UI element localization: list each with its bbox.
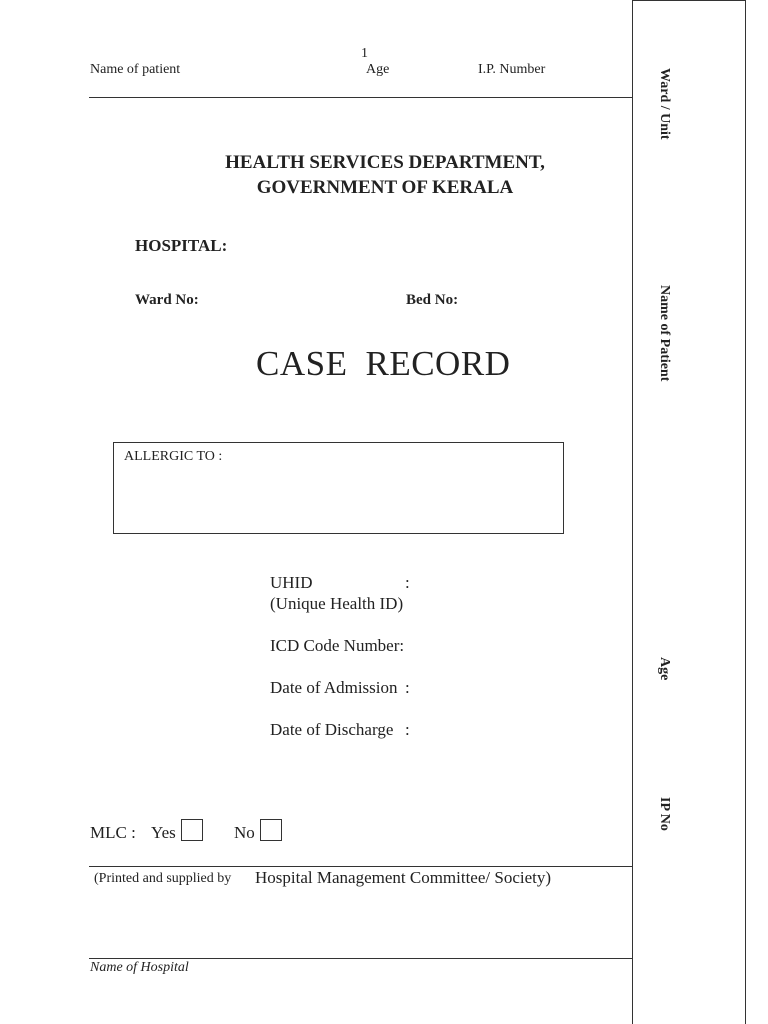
- header-age: Age: [366, 62, 390, 77]
- footer-divider: [89, 866, 632, 867]
- mlc-no-label: No: [234, 823, 255, 842]
- printed-by-label: (Printed and supplied by: [94, 871, 232, 886]
- side-name-of-patient: Name of Patient: [657, 285, 672, 382]
- title-word-1: CASE: [256, 344, 348, 383]
- allergy-label: ALLERGIC TO :: [124, 449, 223, 464]
- side-age: Age: [657, 657, 672, 681]
- title-word-2: RECORD: [365, 344, 511, 383]
- admission-date-label: Date of Admission: [270, 678, 398, 697]
- committee-label: Hospital Management Committee/ Society): [255, 868, 552, 887]
- admission-colon: :: [405, 678, 410, 697]
- discharge-colon: :: [405, 720, 410, 739]
- header-name-of-patient: Name of patient: [90, 62, 181, 77]
- header-ip-number: I.P. Number: [478, 62, 546, 77]
- uhid-label: UHID: [270, 573, 313, 592]
- hospital-label: HOSPITAL:: [135, 236, 228, 255]
- department-line-1: HEALTH SERVICES DEPARTMENT,: [225, 152, 545, 173]
- bed-no-label: Bed No:: [406, 292, 459, 308]
- icd-code-label: ICD Code Number:: [270, 636, 405, 655]
- discharge-date-label: Date of Discharge: [270, 720, 394, 739]
- mlc-label: MLC :: [90, 823, 136, 842]
- case-record-title: [256, 344, 510, 384]
- side-ip-no: IP No: [657, 797, 672, 831]
- side-panel: [632, 0, 746, 1024]
- page-number: 1: [361, 46, 368, 61]
- allergy-box[interactable]: [113, 442, 564, 534]
- mlc-yes-label: Yes: [151, 823, 176, 842]
- mlc-no-checkbox[interactable]: [260, 819, 282, 841]
- header-divider: [89, 97, 632, 98]
- name-of-hospital-label: Name of Hospital: [90, 960, 189, 975]
- department-line-2: GOVERNMENT OF KERALA: [256, 177, 514, 198]
- ward-no-label: Ward No:: [135, 292, 199, 308]
- mlc-yes-checkbox[interactable]: [181, 819, 203, 841]
- uhid-sub-label: (Unique Health ID): [270, 594, 404, 613]
- side-ward-unit: Ward / Unit: [657, 68, 672, 140]
- hospital-name-line: [89, 958, 632, 959]
- uhid-colon: :: [405, 573, 410, 592]
